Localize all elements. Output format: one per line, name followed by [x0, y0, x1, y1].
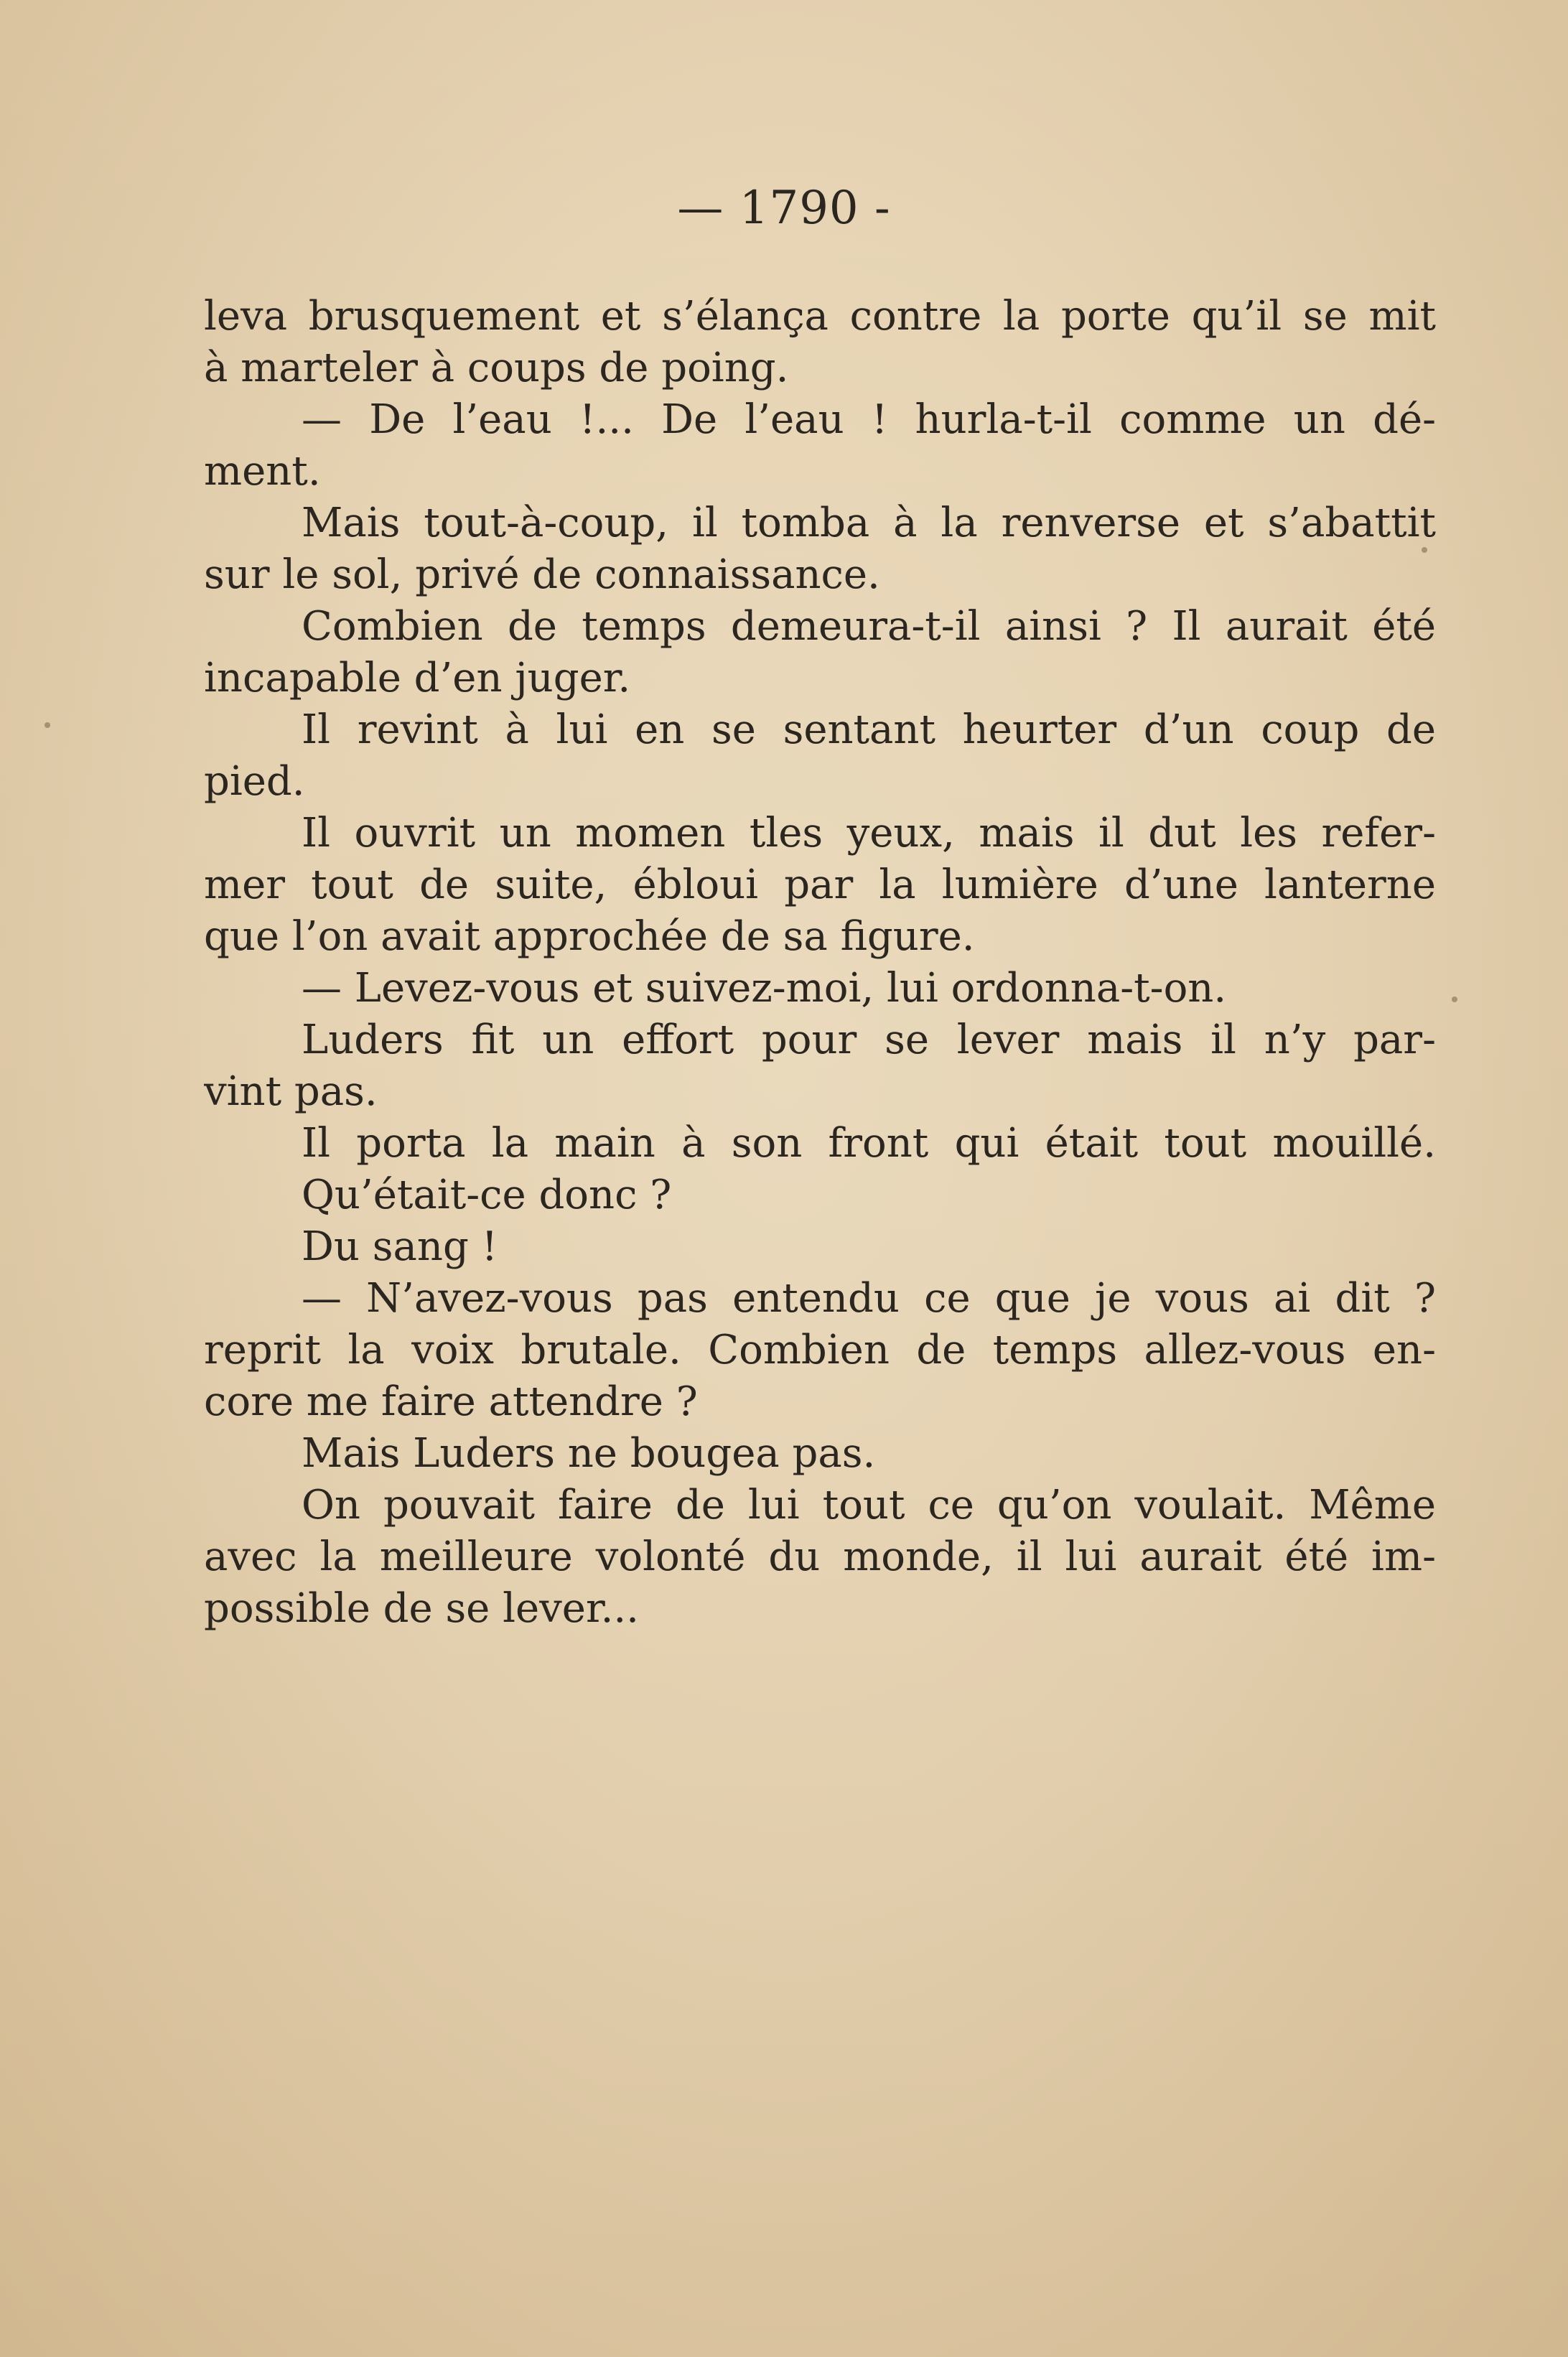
- text-line: reprit la voix brutale. Combien de temps allez-vous en-: [204, 1327, 1436, 1373]
- text-line: incapable d’en juger.: [204, 655, 631, 701]
- paper-speck: [45, 722, 50, 728]
- text-line: Combien de temps demeura-t-il ainsi ? Il aurait été: [302, 603, 1436, 650]
- page-number: — 1790 -: [677, 182, 891, 235]
- body-text: [204, 291, 1436, 1635]
- text-line: Il ouvrit un momen tles yeux, mais il dut les refer-: [302, 810, 1436, 857]
- text-line: sur le sol, privé de connaissance.: [204, 551, 880, 598]
- text-line: Mais tout-à-coup, il tomba à la renverse et s’abattit: [302, 500, 1436, 546]
- text-line: mer tout de suite, ébloui par la lumière d’une lanterne: [204, 862, 1436, 908]
- text-line: leva brusquement et s’élança contre la porte qu’il se mit: [204, 293, 1436, 340]
- text-line: ment.: [204, 448, 321, 495]
- text-line: possible de se lever...: [204, 1585, 639, 1632]
- text-line: On pouvait faire de lui tout ce qu’on voulait. Même: [302, 1482, 1436, 1528]
- text-line: Il porta la main à son front qui était tout mouillé.: [302, 1120, 1436, 1167]
- text-line: Qu’était-ce donc ?: [302, 1172, 672, 1218]
- text-line: que l’on avait approchée de sa figure.: [204, 913, 975, 960]
- text-line: — N’avez-vous pas entendu ce que je vous ai dit ?: [302, 1275, 1436, 1322]
- text-line: Du sang !: [302, 1223, 498, 1270]
- text-line: Il revint à lui en se sentant heurter d’un coup de: [302, 706, 1436, 753]
- text-line: core me faire attendre ?: [204, 1378, 698, 1425]
- text-line: avec la meilleure volonté du monde, il lui aurait été im-: [204, 1534, 1436, 1580]
- text-line: — De l’eau !... De l’eau ! hurla-t-il comme un dé-: [302, 396, 1436, 443]
- text-line: — Levez-vous et suivez-moi, lui ordonna-t-on.: [302, 965, 1227, 1012]
- text-line: Mais Luders ne bougea pas.: [302, 1430, 876, 1477]
- paper-speck: [1452, 997, 1457, 1002]
- text-line: Luders fit un effort pour se lever mais il n’y par-: [302, 1017, 1436, 1063]
- text-line: pied.: [204, 758, 305, 805]
- text-line: vint pas.: [204, 1068, 378, 1115]
- text-line: à marteler à coups de poing.: [204, 345, 789, 391]
- paper-speck: [1422, 547, 1427, 553]
